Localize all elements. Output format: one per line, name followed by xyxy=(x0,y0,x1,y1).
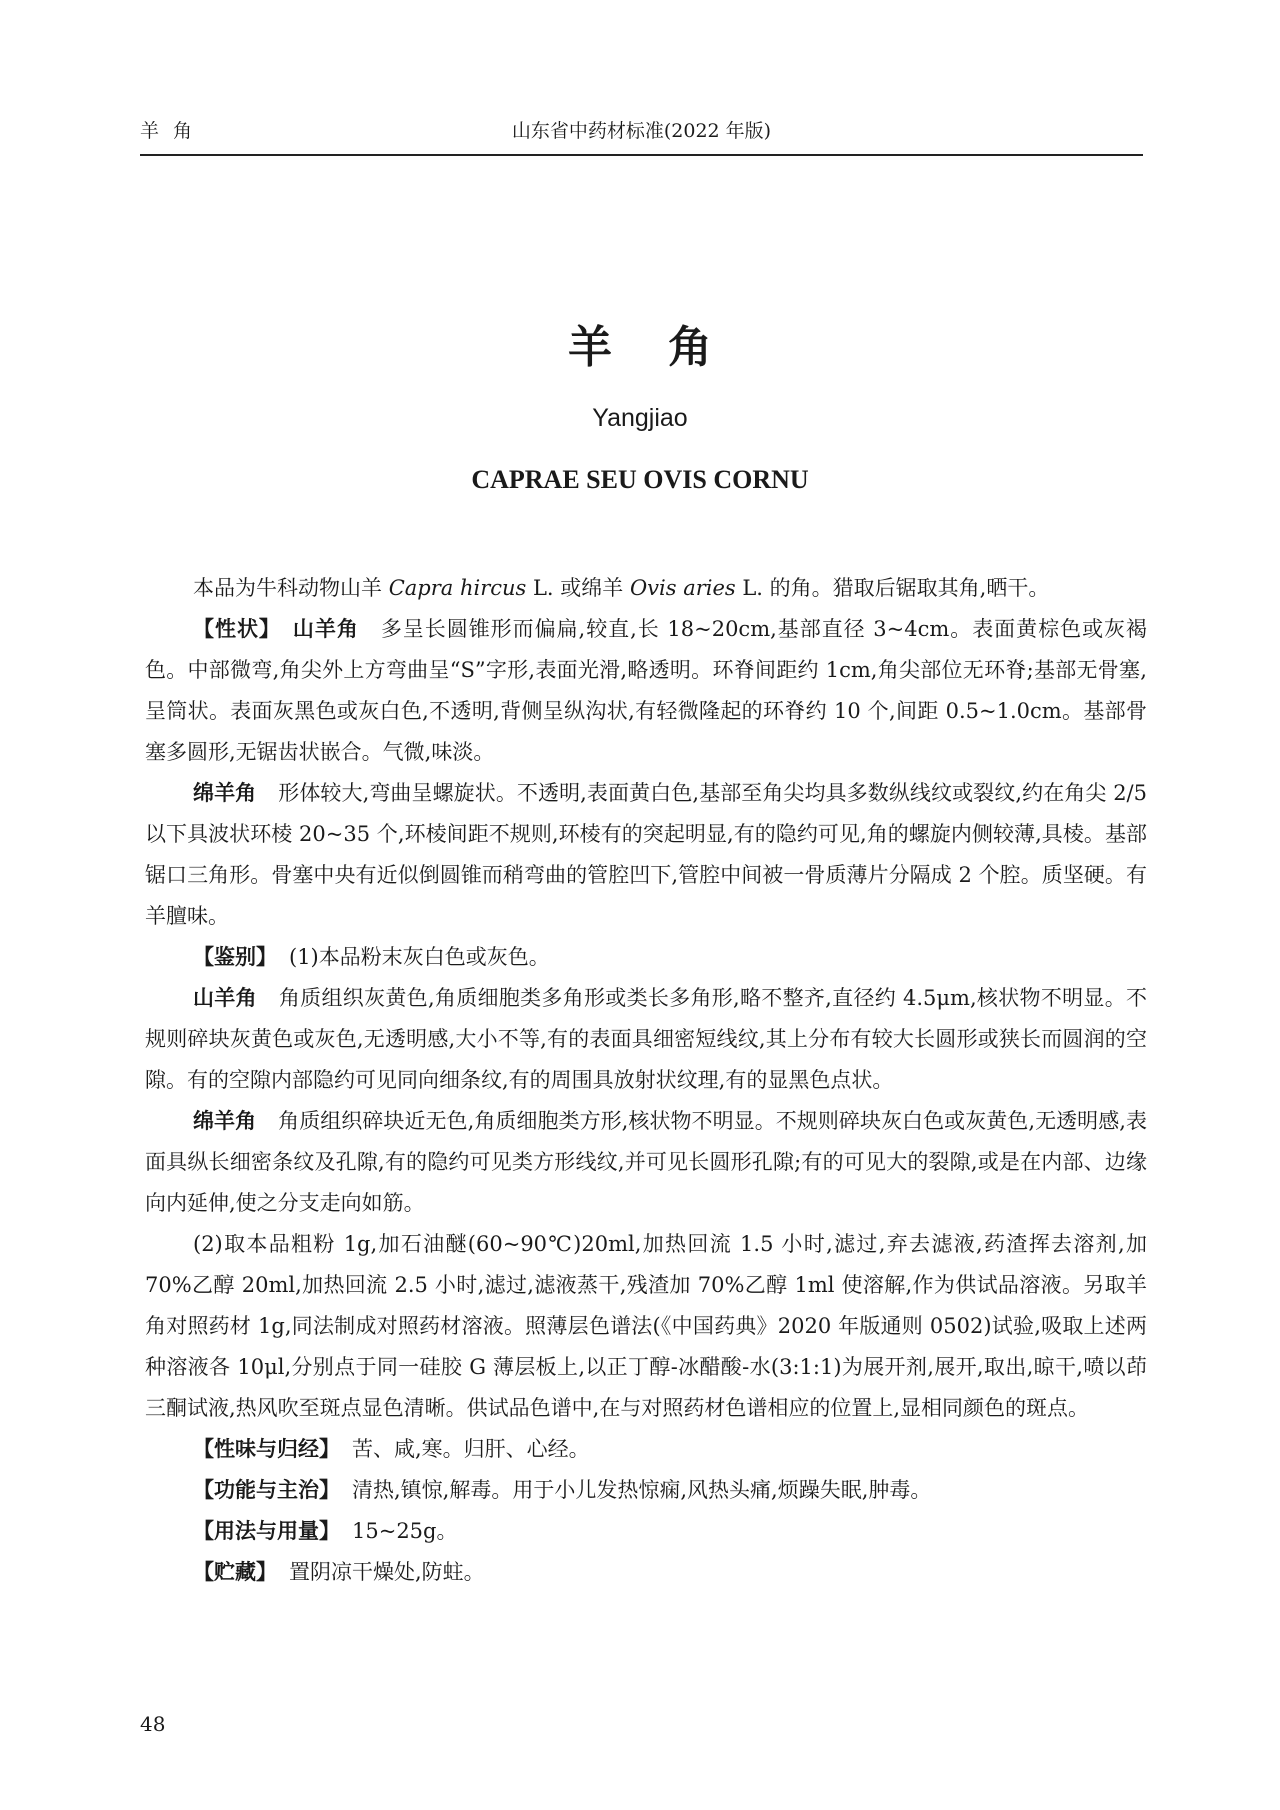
entry-title-latin: CAPRAE SEU OVIS CORNU xyxy=(471,465,809,494)
paragraph-goat-horn-microscopy: 山羊角 角质组织灰黄色,角质细胞类多角形或类长多角形,略不整齐,直径约 4.5μm,核状物不明显。不规则碎块灰黄色或灰色,无透明感,大小不等,有的表面具细密短线纹,其上分布有较大长圆形或狭长而圆润的空隙。有的空隙内部隐约可见同向细条纹,有的周围具放射状纹理,有的显黑色点状。 xyxy=(145,986,1147,1092)
paragraph-storage: 【贮藏】 置阴凉干燥处,防蛀。 xyxy=(193,1560,485,1584)
paragraph-dosage: 【用法与用量】 15~25g。 xyxy=(193,1519,458,1543)
section-label-description: 【性状】 xyxy=(193,617,281,641)
entry-title-pinyin: Yangjiao xyxy=(592,404,688,432)
section-label-dosage: 【用法与用量】 xyxy=(193,1519,340,1543)
paragraph-sheep-horn-description: 绵羊角 形体较大,弯曲呈螺旋状。不透明,表面黄白色,基部至角尖均具多数纵线纹或裂纹,约在角尖 2/5 以下具波状环棱 20~35 个,环棱间距不规则,环棱有的突起明显,有的隐约可见,角的螺旋内侧较薄,具棱。基部锯口三角形。骨塞中央有近似倒圆锥而稍弯曲的管腔凹下,管腔中间被一骨质薄片分隔成 2 个腔。质坚硬。有羊膻味。 xyxy=(145,781,1147,928)
sub-label-goat-horn: 山羊角 xyxy=(193,986,257,1010)
header-book-title: 山东省中药材标准(2022 年版) xyxy=(511,120,772,142)
section-label-storage: 【贮藏】 xyxy=(193,1560,277,1584)
entry-body xyxy=(145,568,1147,1593)
paragraph-sheep-horn-microscopy: 绵羊角 角质组织碎块近无色,角质细胞类方形,核状物不明显。不规则碎块灰白色或灰黄色,无透明感,表面具纵长细密条纹及孔隙,有的隐约可见类方形线纹,并可见长圆形孔隙;有的可见大的裂隙,或是在内部、边缘向内延伸,使之分支走向如筋。 xyxy=(145,1109,1148,1215)
paragraph-functions: 【功能与主治】 清热,镇惊,解毒。用于小儿发热惊痫,风热头痛,烦躁失眠,肿毒。 xyxy=(193,1478,932,1502)
sub-label-sheep-horn: 绵羊角 xyxy=(193,1109,257,1133)
section-label-functions: 【功能与主治】 xyxy=(193,1478,340,1502)
species-name-goat: Capra hircus xyxy=(388,576,527,600)
title-block xyxy=(0,318,1280,495)
sub-label-sheep-horn: 绵羊角 xyxy=(193,781,257,805)
sub-label-goat-horn: 山羊角 xyxy=(292,617,359,641)
section-label-nature-meridian: 【性味与归经】 xyxy=(193,1437,340,1461)
paragraph-nature-meridian: 【性味与归经】 苦、咸,寒。归肝、心经。 xyxy=(193,1437,590,1461)
species-name-sheep: Ovis aries xyxy=(629,576,736,600)
page-number: 48 xyxy=(140,1712,166,1736)
paragraph-identification: 【鉴别】 (1)本品粉末灰白色或灰色。 xyxy=(193,945,550,969)
entry-title-chinese: 羊角 xyxy=(568,322,768,373)
section-label-identification: 【鉴别】 xyxy=(193,945,277,969)
paragraph-tlc-test: (2)取本品粗粉 1g,加石油醚(60~90℃)20ml,加热回流 1.5 小时,滤过,弃去滤液,药渣挥去溶剂,加 70%乙醇 20ml,加热回流 2.5 小时,滤过,滤液蒸干,残渣加 70%乙醇 1ml 使溶解,作为供试品溶液。另取羊角对照药材 1g,同法制成对照药材溶液。照薄层色谱法(《中国药典》2020 年版通则 0502)试验,吸取上述两种溶液各 10μl,分别点于同一硅胶 G 薄层板上,以正丁醇-冰醋酸-水(3:1:1)为展开剂,展开,取出,晾干,喷以茚三酮试液,热风吹至斑点显色清晰。供试品色谱中,在与对照药材色谱相应的位置上,显相同颜色的斑点。 xyxy=(145,1232,1147,1420)
running-header xyxy=(140,116,1143,156)
header-section-name: 羊角 xyxy=(140,120,207,142)
paragraph-source: 本品为牛科动物山羊 Capra hircus L. 或绵羊 Ovis aries L. 的角。猎取后锯取其角,晒干。 xyxy=(193,576,1050,600)
paragraph-description: 【性状】 山羊角 多呈长圆锥形而偏扁,较直,长 18~20cm,基部直径 3~4cm。表面黄棕色或灰褐色。中部微弯,角尖外上方弯曲呈“S”字形,表面光滑,略透明。环脊间距约 1cm,角尖部位无环脊;基部无骨塞,呈筒状。表面灰黑色或灰白色,不透明,背侧呈纵沟状,有轻微隆起的环脊约 10 个,间距 0.5~1.0cm。基部骨塞多圆形,无锯齿状嵌合。气微,味淡。 xyxy=(145,617,1148,764)
